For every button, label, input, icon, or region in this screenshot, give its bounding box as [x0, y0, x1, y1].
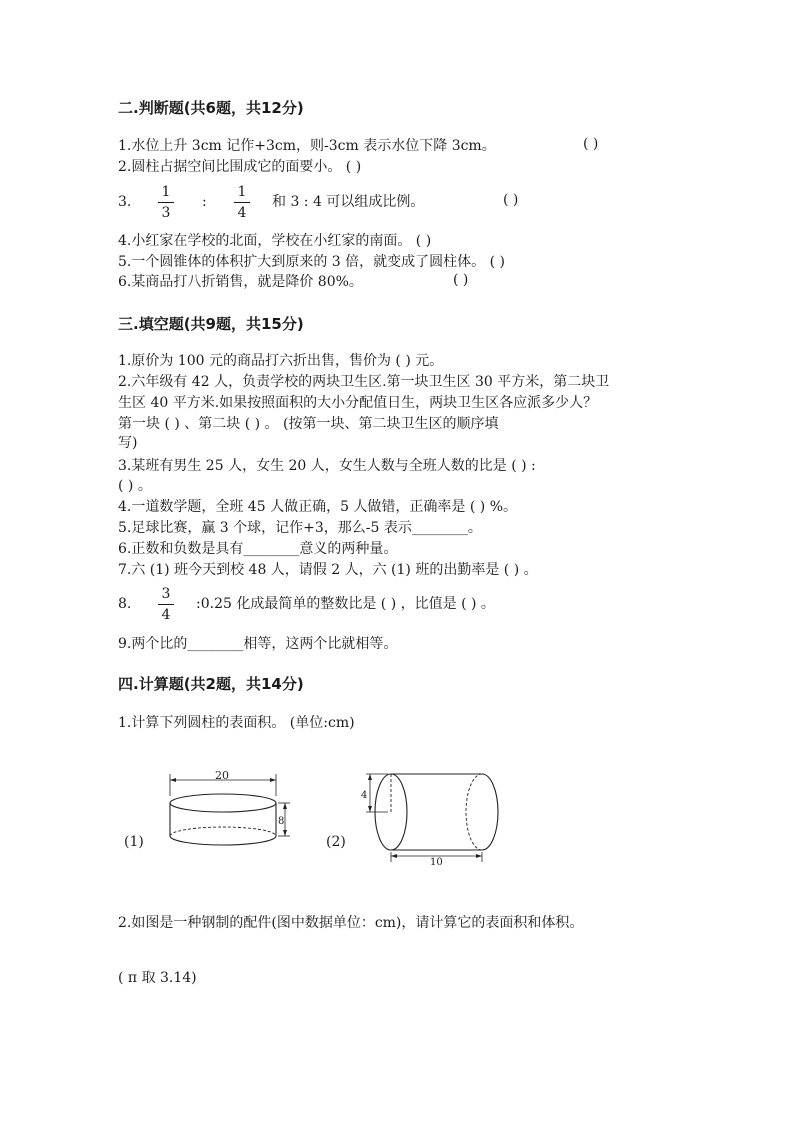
pi-note: ( π 取 3.14)	[118, 970, 197, 986]
fill-question-2-line-4: 写)	[118, 435, 138, 451]
fraction-numerator: 1	[161, 184, 171, 200]
answer-bracket-1[interactable]: ( )	[583, 136, 599, 152]
fill-question-2-line-1: 2.六年级有 42 人，负责学校的两块卫生区.第一块卫生区 30 平方米，第二块卫	[118, 374, 610, 390]
fill-question-4: 4.一道数学题，全班 45 人做正确，5 人做错，正确率是 ( ) %。	[118, 499, 518, 515]
judgement-question-5: 5.一个圆锥体的体积扩大到原来的 3 倍，就变成了圆柱体。 ( )	[118, 254, 505, 270]
dimension-radius-4: 4	[361, 790, 368, 801]
section-heading-fill-in: 三.填空题(共9题，共15分)	[118, 315, 304, 333]
fill-question-8-number: 8.	[118, 596, 132, 612]
calc-question-2: 2.如图是一种钢制的配件(图中数据单位：cm)，请计算它的表面积和体积。	[118, 915, 584, 931]
answer-bracket-6[interactable]: ( )	[453, 272, 469, 288]
fill-question-7: 7.六 (1) 班今天到校 48 人，请假 2 人，六 (1) 班的出勤率是 ( ) 。	[118, 562, 538, 578]
fraction-three-fourths	[158, 586, 174, 623]
fraction-numerator: 3	[161, 586, 171, 602]
fill-question-3-line-1: 3.某班有男生 25 人，女生 20 人，女生人数与全班人数的比是 ( ) :	[118, 458, 536, 474]
fraction-one-fourth	[234, 184, 250, 221]
cylinder-figure-2	[360, 766, 510, 866]
fill-question-2-line-2: 生区 40 平方米.如果按照面积的大小分配值日生，两块卫生区各应派多少人？	[118, 395, 598, 411]
judgement-question-1: 1.水位上升 3cm 记作+3cm，则-3cm 表示水位下降 3cm。	[118, 138, 496, 154]
dimension-length-10: 10	[430, 857, 443, 866]
dimension-top-20: 20	[215, 769, 229, 782]
section-heading-judgement: 二.判断题(共6题，共12分)	[118, 99, 304, 117]
judgement-question-3-number: 3.	[118, 194, 132, 210]
judgement-question-6: 6.某商品打八折销售，就是降价 80%。	[118, 274, 363, 290]
fraction-one-third	[158, 184, 174, 221]
fill-question-3-line-2: ( ) 。	[118, 478, 152, 494]
fill-question-2-line-3: 第一块 ( ) 、第二块 ( ) 。 (按第一块、第二块卫生区的顺序填	[118, 416, 499, 432]
fill-question-9: 9.两个比的________相等，这两个比就相等。	[118, 636, 398, 652]
figure-1-label: (1)	[124, 834, 144, 850]
judgement-question-3-text: 和 3 : 4 可以组成比例。	[272, 194, 425, 210]
dimension-side-8: 8	[278, 816, 285, 827]
answer-bracket-3[interactable]: ( )	[503, 192, 519, 208]
fraction-numerator: 1	[237, 184, 247, 200]
fraction-denominator: 3	[161, 205, 171, 221]
judgement-question-2: 2.圆柱占据空间比围成它的面要小。 ( )	[118, 159, 362, 175]
fill-question-8-text: :0.25 化成最简单的整数比是 ( ) ，比值是 ( ) 。	[196, 596, 495, 612]
section-heading-calculation: 四.计算题(共2题，共14分)	[118, 675, 304, 693]
fraction-denominator: 4	[237, 205, 247, 221]
fill-question-1: 1.原价为 100 元的商品打六折出售，售价为 ( ) 元。	[118, 353, 444, 369]
cylinder-figure-1	[158, 766, 298, 858]
fill-question-6: 6.正数和负数是具有________意义的两种量。	[118, 541, 398, 557]
fill-question-5: 5.足球比赛，赢 3 个球，记作+3，那么-5 表示________。	[118, 520, 482, 536]
fraction-denominator: 4	[161, 607, 171, 623]
judgement-question-4: 4.小红家在学校的北面，学校在小红家的南面。 ( )	[118, 233, 432, 249]
figure-2-label: (2)	[326, 834, 346, 850]
calc-question-1: 1.计算下列圆柱的表面积。 (单位:cm)	[118, 715, 355, 731]
ratio-colon: :	[202, 194, 207, 210]
